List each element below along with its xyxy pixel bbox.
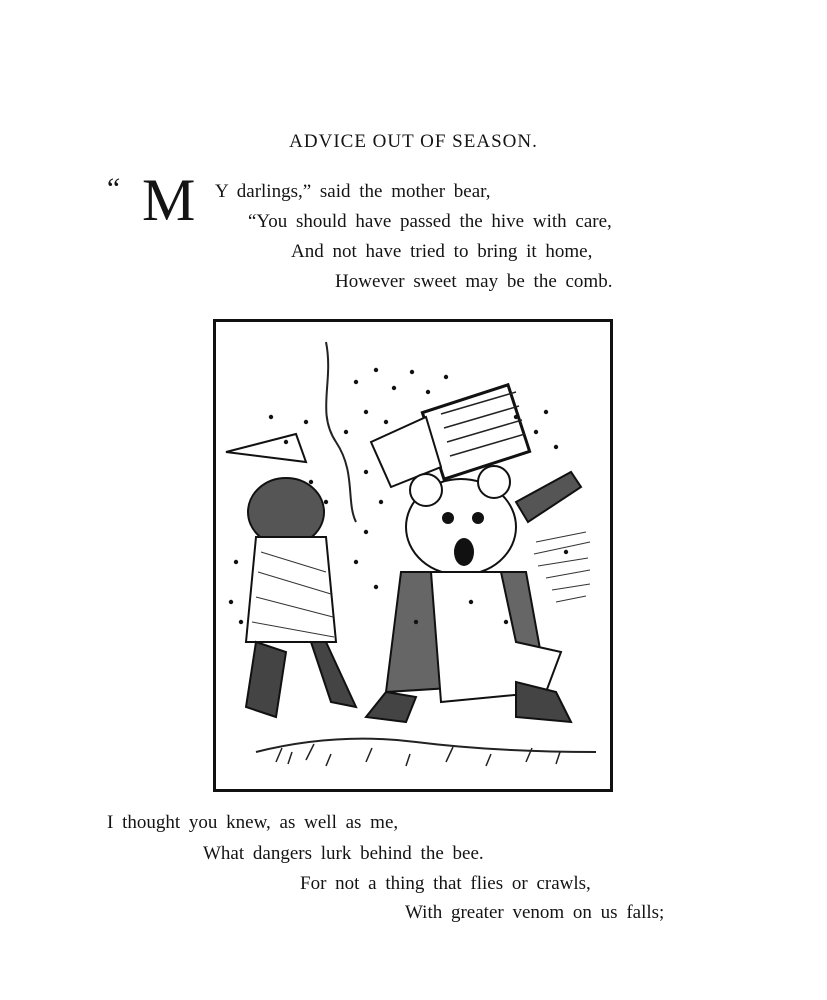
verse-line: What dangers lurk behind the bee. (203, 843, 484, 864)
verse-line: For not a thing that flies or crawls, (300, 873, 591, 894)
bears-fleeing-bees-drawing (216, 322, 610, 789)
verse-line: Y darlings,” said the mother bear, (215, 181, 491, 202)
verse-line: I thought you knew, as well as me, (107, 812, 399, 833)
dropcap-opening-quote: “ (104, 172, 119, 205)
verse-line: However sweet may be the comb. (335, 271, 613, 292)
dropcap-letter: M (142, 167, 196, 233)
poem-title: ADVICE OUT OF SEASON. (289, 131, 538, 152)
verse-line: And not have tried to bring it home, (291, 241, 593, 262)
verse-line: With greater venom on us falls; (405, 902, 665, 923)
verse-line: “You should have passed the hive with care, (248, 211, 612, 232)
illustration-bears-and-bees (213, 319, 613, 792)
